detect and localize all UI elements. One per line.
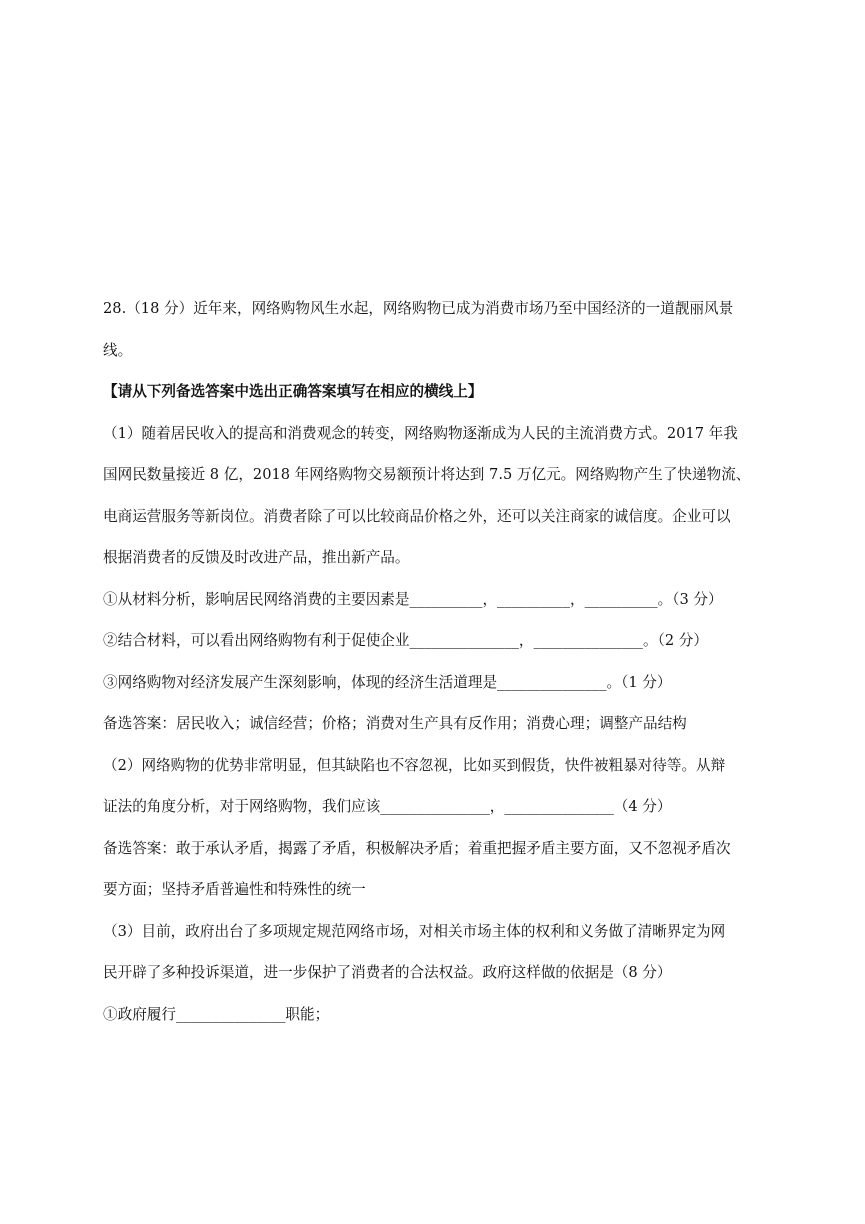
part1-text-line3: 电商运营服务等新岗位。消费者除了可以比较商品价格之外，还可以关注商家的诚信度。企业可以 xyxy=(103,507,731,525)
instruction: 【请从下列备选答案中选出正确答案填写在相应的横线上】 xyxy=(103,383,483,400)
part1-text-line4: 根据消费者的反馈及时改进产品，推出新产品。 xyxy=(103,549,410,566)
part1-subquestion-2: ②结合材料，可以看出网络购物有利于促使企业_______________，_______________。（2 分） xyxy=(103,632,708,649)
part2-text-line2: 证法的角度分析，对于网络购物，我们应该_______________，_______________（4 分） xyxy=(103,798,672,815)
part1-options: 备选答案：居民收入；诚信经营；价格；消费对生产具有反作用；消费心理；调整产品结构 xyxy=(103,715,687,732)
part3-text-line2: 民开辟了多种投诉渠道，进一步保护了消费者的合法权益。政府这样做的依据是（8 分） xyxy=(103,964,672,981)
question-heading-line2: 线。 xyxy=(103,341,133,359)
part2-options-line2: 要方面；坚持矛盾普遍性和特殊性的统一 xyxy=(103,881,366,898)
part2-options-line1: 备选答案：敢于承认矛盾，揭露了矛盾，积极解决矛盾；着重把握矛盾主要方面，又不忽视矛盾次 xyxy=(103,839,731,857)
question-28 xyxy=(103,295,765,1042)
part1-text-line2: 国网民数量接近 8 亿，2018 年网络购物交易额预计将达到 7.5 万亿元。网络购物产生了快递物流、 xyxy=(103,466,751,483)
part2-text-line1: （2）网络购物的优势非常明显，但其缺陷也不容忽视，比如买到假货，快件被粗暴对待等。从辩 xyxy=(103,756,726,774)
part3-subquestion-1: ①政府履行_______________职能； xyxy=(103,1005,330,1023)
part3-text-line1: （3）目前，政府出台了多项规定规范网络市场，对相关市场主体的权利和义务做了清晰界定为网 xyxy=(103,922,726,940)
part1-subquestion-1: ①从材料分析，影响居民网络消费的主要因素是__________，__________，__________。（3 分） xyxy=(103,590,723,608)
part1-subquestion-3: ③网络购物对经济发展产生深刻影响，体现的经济生活道理是_______________。（1 分） xyxy=(103,673,672,691)
part1-text-line1: （1）随着居民收入的提高和消费观念的转变，网络购物逐渐成为人民的主流消费方式。2017 年我 xyxy=(103,424,738,442)
question-heading-line1: 28.（18 分）近年来，网络购物风生水起，网络购物已成为消费市场乃至中国经济的一道靓丽风景 xyxy=(103,300,734,317)
